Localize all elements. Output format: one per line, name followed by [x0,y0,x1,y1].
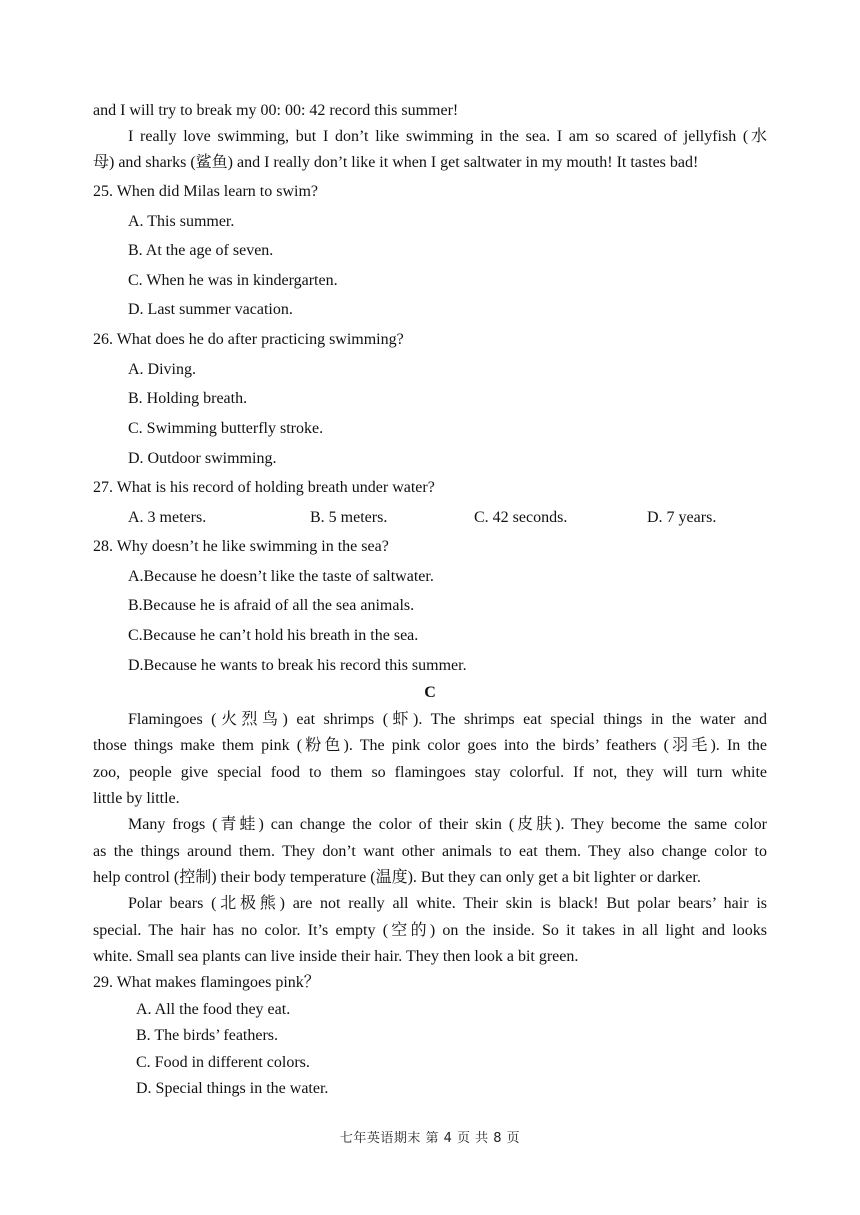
passage-line: Polar bears (北极熊) are not really all white. Their skin is black! But polar bears’ hair is [128,895,767,912]
question-stem: 29. What makes flamingoes pink？ [93,974,320,991]
section-heading: C [424,684,436,701]
answer-option: B. 5 meters. [310,509,388,526]
passage-line: zoo, people give special food to them so flamingoes stay colorful. If not, they will turn white [93,764,767,781]
passage-line: 母) and sharks (鲨鱼) and I really don’t like it when I get saltwater in my mouth! It tastes bad! [93,154,699,171]
question-stem: 26. What does he do after practicing swimming? [93,331,404,348]
answer-option: B. The birds’ feathers. [136,1027,279,1044]
passage-line: I really love swimming, but I don’t like swimming in the sea. I am so scared of jellyfish (水 [128,128,767,145]
answer-option: A. Diving. [128,361,196,378]
answer-option: B.Because he is afraid of all the sea animals. [128,597,415,614]
passage-line: special. The hair has no color. It’s empty (空的) on the inside. So it takes in all light and looks [93,922,767,939]
answer-option: B. At the age of seven. [128,242,274,259]
answer-option: A. All the food they eat. [136,1001,291,1018]
passage-line: white. Small sea plants can live inside their hair. They then look a bit green. [93,948,579,965]
answer-option: D. Last summer vacation. [128,301,293,318]
answer-option: D. Special things in the water. [136,1080,329,1097]
passage-line: help control (控制) their body temperature (温度). But they can only get a bit lighter or darker. [93,869,701,886]
answer-option: A.Because he doesn’t like the taste of saltwater. [128,568,434,585]
passage-line: and I will try to break my 00: 00: 42 record this summer! [93,102,459,119]
answer-option: C. 42 seconds. [474,509,568,526]
passage-line: those things make them pink (粉色). The pink color goes into the birds’ feathers (羽毛). In the [93,737,767,754]
passage-line: little by little. [93,790,180,807]
answer-option: D. 7 years. [647,509,717,526]
question-stem: 25. When did Milas learn to swim? [93,183,318,200]
answer-option: C. Swimming butterfly stroke. [128,420,324,437]
answer-option: C. Food in different colors. [136,1054,310,1071]
answer-option: B. Holding breath. [128,390,248,407]
answer-option: D.Because he wants to break his record this summer. [128,657,467,674]
answer-option: C. When he was in kindergarten. [128,272,338,289]
passage-line: Flamingoes (火烈鸟) eat shrimps (虾). The shrimps eat special things in the water and [128,711,767,728]
answer-option: A. This summer. [128,213,235,230]
answer-option: D. Outdoor swimming. [128,450,277,467]
passage-line: as the things around them. They don’t want other animals to eat them. They also change color to [93,843,767,860]
passage-line: Many frogs (青蛙) can change the color of their skin (皮肤). They become the same color [128,816,767,833]
answer-option: A. 3 meters. [128,509,207,526]
answer-option: C.Because he can’t hold his breath in the sea. [128,627,419,644]
question-stem: 27. What is his record of holding breath under water? [93,479,435,496]
page-footer: 七年英语期末 第 4 页 共 8 页 [339,1131,521,1146]
question-stem: 28. Why doesn’t he like swimming in the sea? [93,538,389,555]
